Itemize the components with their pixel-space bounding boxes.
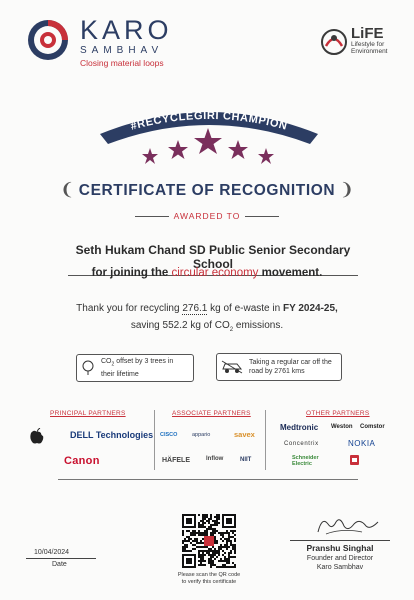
qr-caption-1: Please scan the QR code — [177, 572, 241, 578]
thanks-line — [0, 303, 414, 314]
life-block — [351, 26, 388, 55]
divider — [135, 216, 169, 217]
cisco-logo: CISCO — [160, 432, 178, 438]
life-name: LiFE — [351, 25, 384, 42]
signature-icon — [312, 514, 382, 538]
appario-logo: appario — [192, 432, 211, 438]
joining-highlight: circular economy — [171, 267, 259, 279]
car-icon — [221, 360, 243, 374]
joining-prefix: for joining the — [91, 267, 169, 279]
saving-line — [0, 320, 414, 333]
other-partners-heading: OTHER PARTNERS — [306, 410, 370, 417]
brand-tagline: Closing material loops — [80, 58, 164, 68]
stars-icon — [138, 126, 278, 166]
trees-text-a: CO — [101, 358, 112, 366]
signer-role-1: Founder and Director — [306, 555, 374, 562]
signer-name: Pranshu Singhal — [306, 543, 374, 553]
saving-prefix: saving 552.2 kg of CO — [130, 320, 230, 331]
divider — [265, 410, 266, 470]
inflow-logo: Inflow — [206, 456, 224, 462]
certificate-title: CERTIFICATE OF RECOGNITION — [78, 182, 336, 199]
thanks-middle: kg of e-waste in — [210, 303, 281, 314]
associate-partners-heading: ASSOCIATE PARTNERS — [172, 410, 251, 417]
banner-text: #RECYCLEGIRI CHAMPION — [129, 109, 289, 133]
divider — [58, 479, 358, 480]
qr-caption-2: to verify this certificate — [181, 579, 237, 585]
signer-role — [290, 555, 390, 572]
qr-code-icon[interactable] — [182, 514, 236, 568]
medtronic-logo: Medtronic — [280, 423, 319, 432]
fiscal-year: FY 2024-25, — [282, 303, 338, 314]
life-logo-icon — [320, 28, 348, 56]
brand-block — [80, 16, 173, 68]
tree-icon — [81, 360, 95, 376]
divider — [290, 540, 390, 541]
certificate-title-row — [0, 180, 414, 200]
divider — [154, 410, 155, 470]
canon-logo: Canon — [64, 455, 100, 467]
principal-partners-heading: PRINCIPAL PARTNERS — [50, 410, 126, 417]
life-sub-2: Environment — [351, 48, 388, 55]
right-flourish-icon: ❩ — [339, 180, 354, 199]
divider — [245, 216, 279, 217]
hafele-logo: HÄFELE — [162, 457, 190, 464]
joining-suffix: movement. — [261, 267, 323, 279]
niit-logo: NIIT — [240, 457, 252, 463]
awarded-to-label: AWARDED TO — [173, 211, 241, 221]
saving-sub: 2 — [229, 327, 234, 333]
joining-line — [0, 267, 414, 279]
dell-logo: DELL Technologies — [70, 430, 154, 440]
car-text-b: road by 2761 kms — [249, 368, 305, 375]
apple-logo-icon — [30, 428, 44, 444]
brand-sub: SAMBHAV — [80, 45, 164, 56]
issue-date: 10/04/2024 — [34, 549, 70, 556]
karo-sambhav-logo-icon — [26, 18, 70, 62]
divider — [26, 558, 96, 559]
trees-sub: 2 — [111, 361, 115, 368]
thanks-prefix: Thank you for recycling — [76, 303, 180, 314]
trees-stat-box — [76, 354, 194, 382]
qr-caption — [168, 572, 250, 586]
brand-name: KARO — [80, 15, 173, 45]
trees-text-c: their lifetime — [101, 370, 139, 378]
red-partner-logo-icon — [350, 455, 359, 465]
schneider-logo: Schneider Electric — [292, 455, 319, 467]
awarded-to-row — [0, 211, 414, 221]
savex-logo: savex — [234, 430, 255, 439]
signer-role-2: Karo Sambhav — [316, 563, 364, 571]
recipient-name: Seth Hukam Chand SD Public Senior Secondary School — [68, 243, 358, 276]
concentrix-logo: Concentrix — [284, 441, 319, 447]
saving-suffix: emissions. — [235, 320, 284, 331]
trees-text-b: offset by 3 trees in — [114, 358, 174, 366]
date-label: Date — [52, 561, 67, 568]
car-text-a: Taking a regular car off the — [249, 359, 332, 366]
recycled-amount: 276.1 — [182, 303, 208, 314]
weston-logo: Weston — [331, 424, 353, 430]
comstor-logo: Comstor — [360, 424, 385, 430]
life-sub-1: Lifestyle for — [351, 41, 385, 48]
left-flourish-icon: ❨ — [60, 180, 75, 199]
car-stat-box — [216, 353, 342, 381]
nokia-logo: NOKIA — [348, 439, 376, 448]
